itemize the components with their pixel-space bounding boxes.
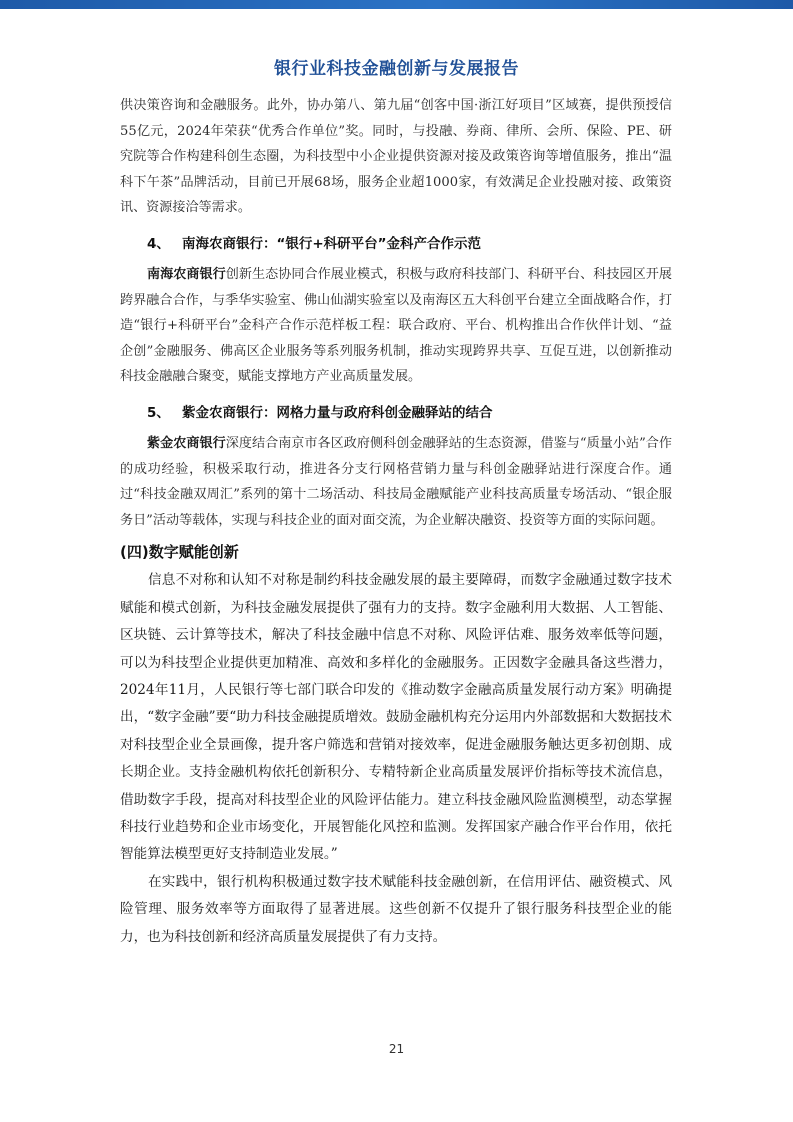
- page-content: [120, 93, 672, 951]
- paragraph-zijin: [120, 431, 672, 533]
- page-number: 21: [388, 1042, 405, 1056]
- bank-name: 紫金农商银行: [147, 435, 226, 451]
- paragraph-nanhai: [120, 262, 672, 390]
- subheading-text: 紫金农商银行：网格力量与政府科创金融驿站的结合: [182, 404, 493, 421]
- paragraph-text: 创新生态协同合作展业模式，积极与政府科技部门、科研平台、科技园区开展跨界融合合作，与季华实验室、佛山仙湖实验室以及南海区五大科创平台建立全面战略合作，打造“银行+科研平台”金科产合作示范样板工程：联合政府、平台、机构推出合作伙伴计划、“益企创”金融服务、佛高区企业服务等系列服务机制，推动实现跨界共享、互促互进，以创新推动科技金融融合聚变，赋能支撑地方产业高质量发展。: [120, 266, 673, 385]
- subheading-number: 4、: [147, 235, 170, 252]
- top-accent-bar: [0, 0, 793, 9]
- paragraph-practice: 在实践中，银行机构积极通过数字技术赋能科技金融创新，在信用评估、融资模式、风险管理、服务效率等方面取得了显著进展。这些创新不仅提升了银行服务科技型企业的能力，也为科技创新和经济高质量发展提供了有力支持。: [120, 873, 672, 945]
- section-heading-digital: (四)数字赋能创新: [120, 543, 239, 562]
- subheading-number: 5、: [147, 404, 170, 421]
- document-title: 银行业科技金融创新与发展报告: [274, 59, 519, 79]
- subheading-text: 南海农商银行：“银行+科研平台”金科产合作示范: [182, 235, 482, 252]
- subheading-nanhai: [147, 233, 672, 255]
- paragraph-text: 深度结合南京市各区政府侧科创金融驿站的生态资源，借鉴与“质量小站”合作的成功经验，积极采取行动，推进各分支行网格营销力量与科创金融驿站进行深度合作。通过“科技金融双周汇”系列的第十二场活动、科技局金融赋能产业科技高质量专场活动、“银企服务日”活动等载体，实现与科技企业的面对面交流，为企业解决融资、投资等方面的实际问题。: [120, 435, 673, 528]
- paragraph-digital-finance: 信息不对称和认知不对称是制约科技金融发展的最主要障碍，而数字金融通过数字技术赋能和模式创新，为科技金融发展提供了强有力的支持。数字金融利用大数据、人工智能、区块链、云计算等技术，解决了科技金融中信息不对称、风险评估难、服务效率低等问题，可以为科技型企业提供更加精准、高效和多样化的金融服务。正因数字金融具备这些潜力，2024年11月，人民银行等七部门联合印发的《推动数字金融高质量发展行动方案》明确提出，“数字金融”要“助力科技金融提质增效。鼓励金融机构充分运用内外部数据和大数据技术对科技型企业全景画像，提升客户筛选和营销对接效率，促进金融服务触达更多初创期、成长期企业。支持金融机构依托创新积分、专精特新企业高质量发展评价指标等技术流信息，借助数字手段，提高对科技型企业的风险评估能力。建立科技金融风险监测模型，动态掌握科技行业趋势和企业市场变化，开展智能化风控和监测。发挥国家产融合作平台作用，依托智能算法模型更好支持制造业发展。”: [120, 572, 672, 863]
- paragraph-continued: 供决策咨询和金融服务。此外，协办第八、第九届“创客中国·浙江好项目”区域赛，提供预授信55亿元，2024年荣获“优秀合作单位”奖。同时，与投融、券商、律所、会所、保险、PE、研究院等合作构建科创生态圈，为科技型中小企业提供资源对接及政策咨询等增值服务，推出“温科下午茶”品牌活动，目前已开展68场，服务企业超1000家，有效满足企业投融对接、政策资讯、资源接洽等需求。: [120, 98, 672, 216]
- subheading-zijin: [147, 402, 672, 424]
- bank-name: 南海农商银行: [147, 266, 226, 282]
